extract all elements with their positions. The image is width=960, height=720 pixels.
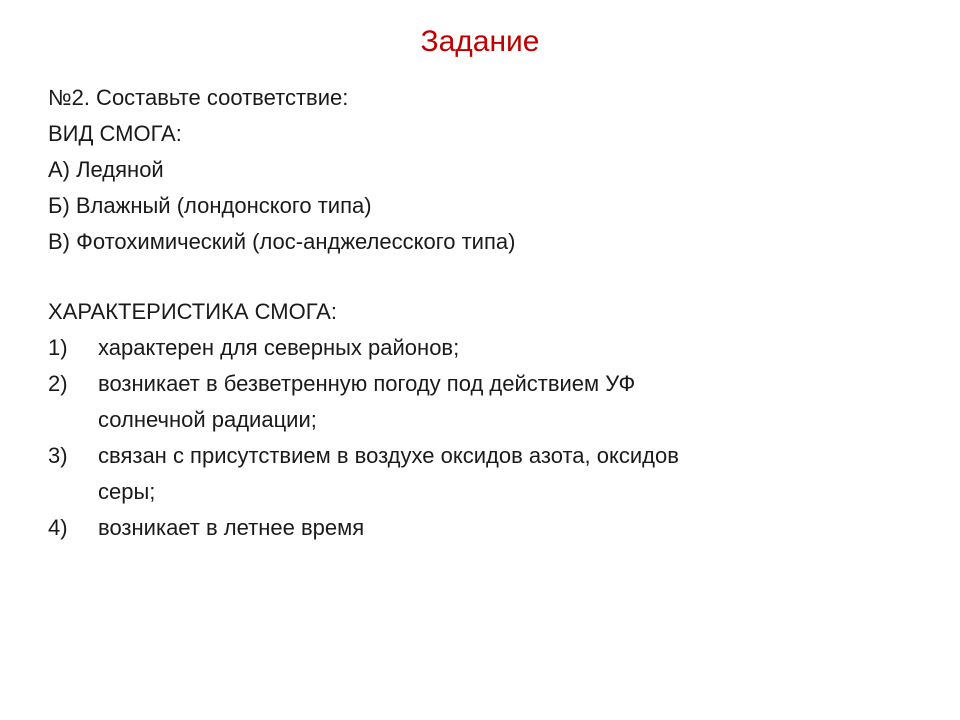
slide-content — [48, 80, 848, 546]
type-item-b: Б) Влажный (лондонского типа) — [48, 193, 372, 218]
characteristic-item-1 — [48, 330, 848, 366]
item-line: возникает в безветренную погоду под действием УФ — [98, 371, 636, 396]
types-heading: ВИД СМОГА: — [48, 121, 182, 146]
characteristics-heading: ХАРАКТЕРИСТИКА СМОГА: — [48, 299, 337, 324]
item-text — [98, 330, 848, 366]
task-text: №2. Составьте соответствие: — [48, 85, 349, 110]
item-text — [98, 510, 848, 546]
item-number: 2) — [48, 371, 68, 396]
item-line: серы; — [98, 479, 156, 504]
section-spacer — [48, 260, 848, 294]
type-item-c: В) Фотохимический (лос-анджелесского типа) — [48, 229, 516, 254]
item-line: возникает в летнее время — [98, 515, 365, 540]
item-number: 3) — [48, 443, 68, 468]
item-line: солнечной радиации; — [98, 407, 317, 432]
item-text — [98, 366, 848, 438]
item-number: 1) — [48, 335, 68, 360]
slide-title: Задание — [420, 25, 540, 58]
characteristic-item-4 — [48, 510, 848, 546]
item-number: 4) — [48, 515, 68, 540]
type-item-a: А) Ледяной — [48, 157, 164, 182]
characteristic-item-2 — [48, 366, 848, 438]
characteristic-item-3 — [48, 438, 848, 510]
item-text — [98, 438, 848, 510]
item-line: связан с присутствием в воздухе оксидов азота, оксидов — [98, 443, 679, 468]
item-line: характерен для северных районов; — [98, 335, 460, 360]
